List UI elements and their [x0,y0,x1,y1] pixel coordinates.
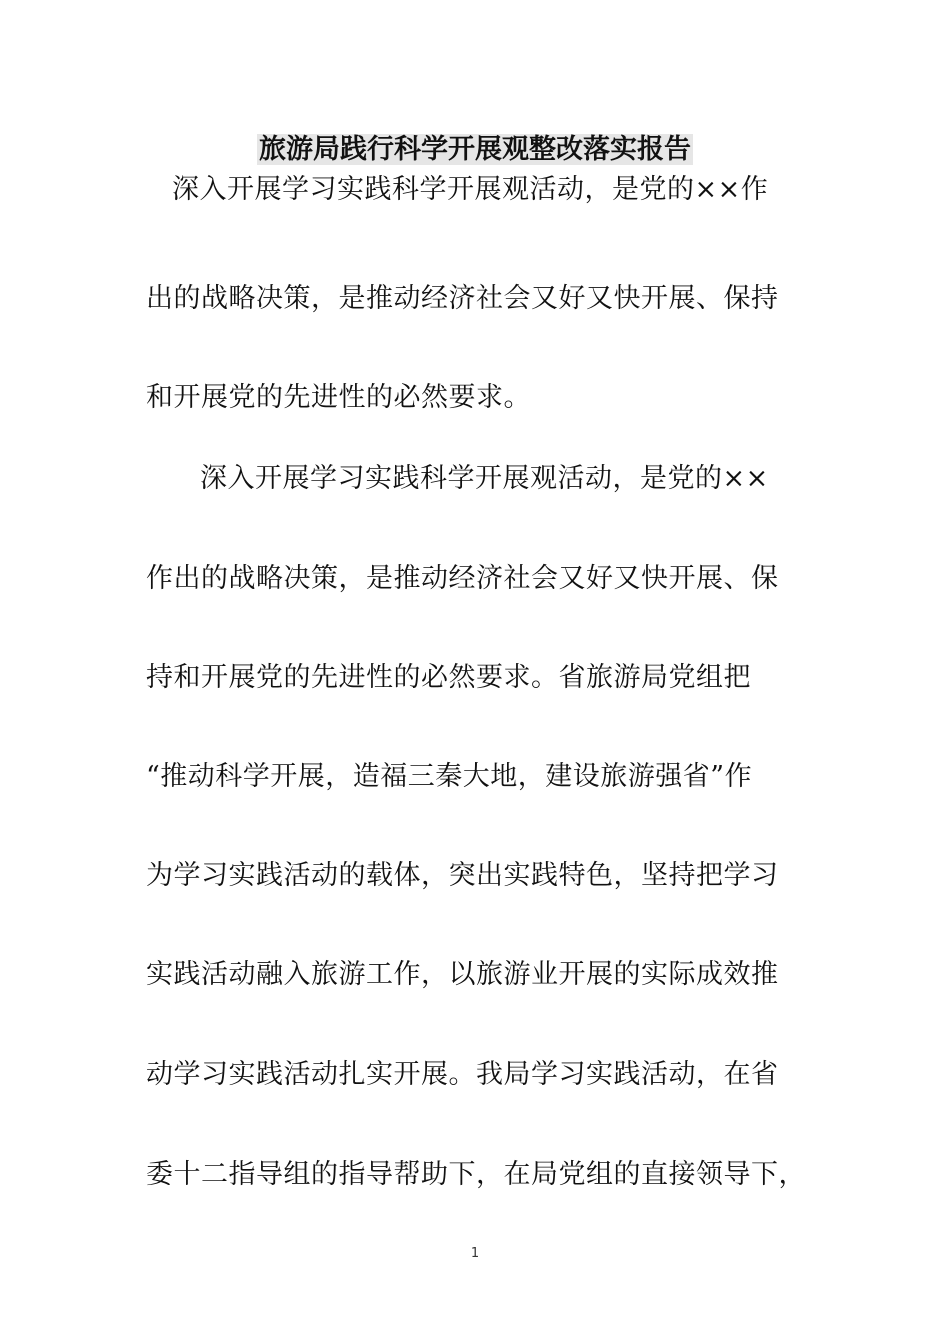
paragraph-line: 委十二指导组的指导帮助下，在局党组的直接领导下， [146,1159,806,1190]
page-number: 1 [470,1246,480,1261]
document-title [0,130,950,170]
paragraph-line: 深入开展学习实践科学开展观活动，是党的××作 [172,174,769,205]
document-title-text: 旅游局践行科学开展观整改落实报告 [259,134,691,165]
paragraph-line: “推动科学开展，造福三秦大地，建设旅游强省”作 [146,761,753,792]
paragraph-line: 作出的战略决策，是推动经济社会又好又快开展、保 [146,563,779,594]
paragraph-line: 动学习实践活动扎实开展。我局学习实践活动，在省 [146,1059,779,1090]
paragraph-line: 出的战略决策，是推动经济社会又好又快开展、保持 [146,283,779,314]
paragraph-line: 为学习实践活动的载体，突出实践特色，坚持把学习 [146,860,779,891]
paragraph-line: 实践活动融入旅游工作，以旅游业开展的实际成效推 [146,959,779,990]
paragraph-line: 深入开展学习实践科学开展观活动，是党的×× [200,463,769,494]
paragraph-line: 和开展党的先进性的必然要求。 [146,382,531,413]
paragraph-line: 持和开展党的先进性的必然要求。省旅游局党组把 [146,662,751,693]
